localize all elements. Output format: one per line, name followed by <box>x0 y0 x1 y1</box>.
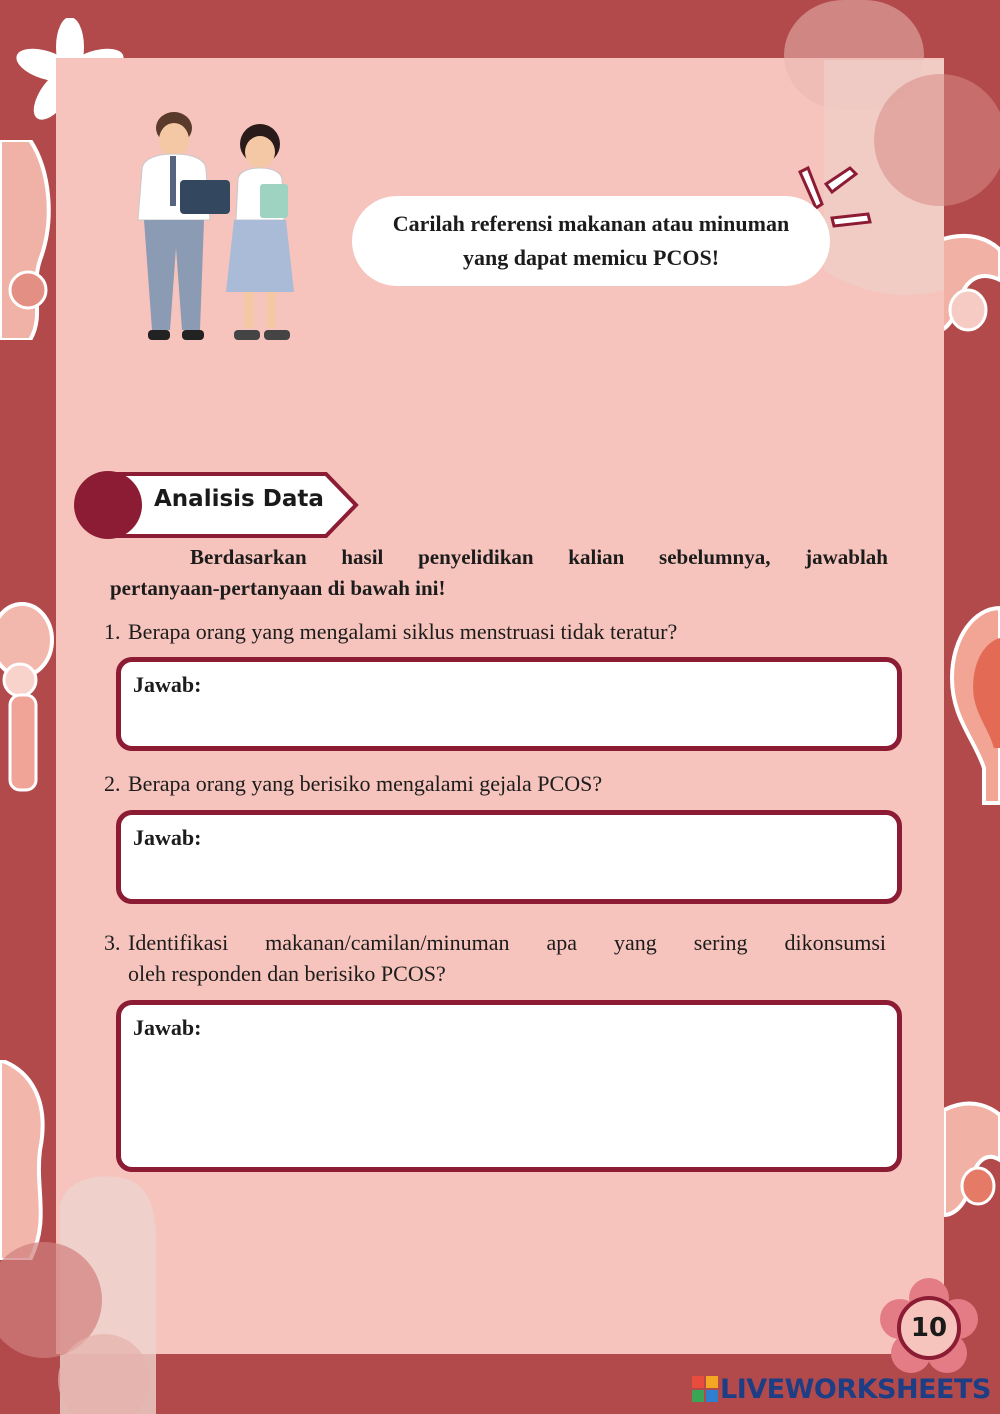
uterus-illustration-right <box>944 598 1000 808</box>
answer-label: Jawab: <box>133 825 202 850</box>
intro-instructions <box>110 542 888 604</box>
answer-box-1[interactable] <box>116 657 902 751</box>
liveworksheets-watermark <box>692 1372 991 1406</box>
question-text: Berapa orang yang mengalami siklus menstruasi tidak teratur? <box>128 619 678 644</box>
students-illustration <box>120 108 320 353</box>
page-number: 10 <box>910 1313 948 1343</box>
question-text-line-2: oleh responden dan berisiko PCOS? <box>128 961 446 986</box>
question-1 <box>104 616 888 647</box>
liveworksheets-logo-icon <box>692 1376 718 1402</box>
question-number: 2. <box>104 771 121 796</box>
answer-label: Jawab: <box>133 1015 202 1040</box>
question-number: 1. <box>104 619 121 644</box>
anatomy-illustration-left-top <box>0 140 60 340</box>
intro-line-2: pertanyaan-pertanyaan di bawah ini! <box>110 576 446 600</box>
intro-line-1: Berdasarkan hasil penyelidikan kalian sebelumnya, jawablah <box>190 545 888 569</box>
watermark-text: LIVEWORKSHEETS <box>720 1373 991 1405</box>
watercolor-decoration-bottom-left <box>0 1170 160 1414</box>
answer-box-2[interactable] <box>116 810 902 904</box>
answer-label: Jawab: <box>133 672 202 697</box>
answer-box-3[interactable] <box>116 1000 902 1172</box>
prompt-line-2: yang dapat memicu PCOS! <box>462 245 720 270</box>
question-number: 3. <box>104 930 121 955</box>
anatomy-illustration-left-middle <box>0 600 58 800</box>
prompt-line-1: Carilah referensi makanan atau minuman <box>392 211 790 236</box>
page-number-badge <box>874 1278 984 1378</box>
anatomy-illustration-right-bottom <box>944 1090 1000 1220</box>
question-2 <box>104 768 888 799</box>
question-3 <box>104 927 886 989</box>
section-title: Analisis Data <box>154 486 324 512</box>
prompt-speech-bubble <box>352 196 830 286</box>
question-text: Berapa orang yang berisiko mengalami gejala PCOS? <box>128 771 603 796</box>
section-header <box>74 470 364 540</box>
question-text-line-1: Identifikasi makanan/camilan/minuman apa yang sering dikonsumsi <box>128 930 886 955</box>
